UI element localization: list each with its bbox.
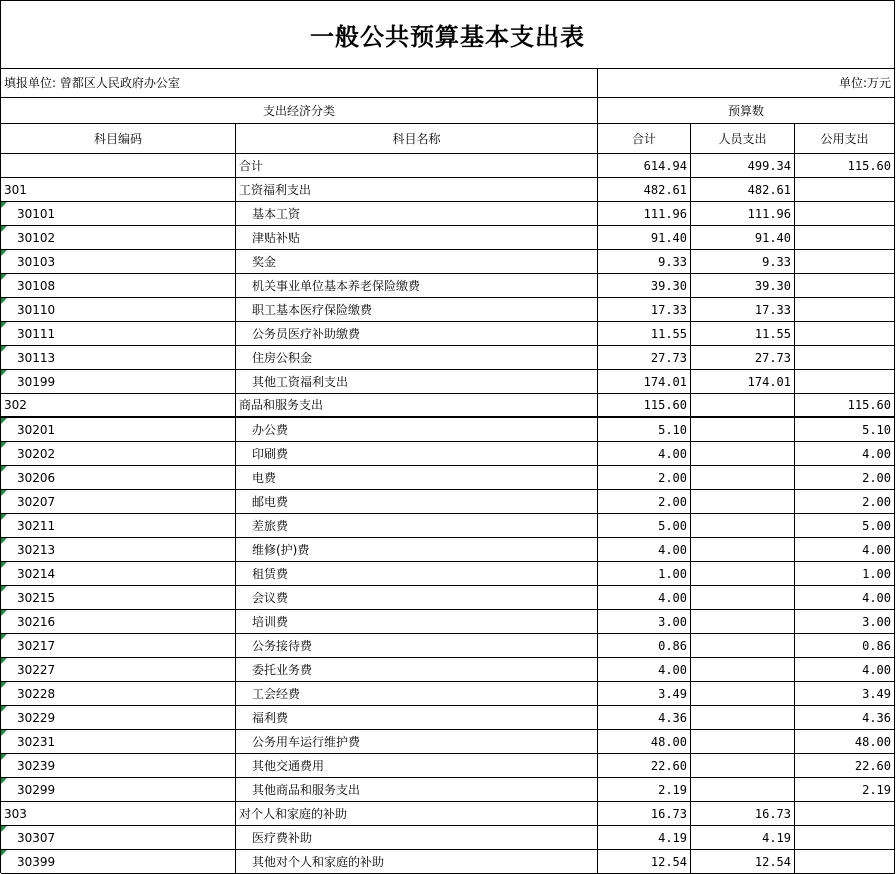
cell-name: 其他对个人和家庭的补助 (236, 850, 598, 874)
cell-personnel (691, 586, 795, 610)
cell-public: 4.36 (795, 706, 895, 730)
cell-total: 48.00 (598, 730, 691, 754)
cell-total: 4.00 (598, 442, 691, 466)
cell-total: 39.30 (598, 274, 691, 298)
table-row (1, 538, 895, 562)
cell-personnel (691, 562, 795, 586)
table-row (1, 418, 895, 442)
cell-public: 0.86 (795, 634, 895, 658)
cell-total: 1.00 (598, 562, 691, 586)
cell-name: 其他商品和服务支出 (236, 778, 598, 802)
cell-personnel: 16.73 (691, 802, 795, 826)
group-header-row (1, 98, 895, 124)
cell-total: 5.10 (598, 418, 691, 442)
table-row (1, 250, 895, 274)
cell-public: 1.00 (795, 562, 895, 586)
cell-name: 租赁费 (236, 562, 598, 586)
cell-personnel: 499.34 (691, 154, 795, 178)
cell-name: 其他工资福利支出 (236, 370, 598, 394)
cell-code: 301 (1, 178, 236, 202)
cell-personnel (691, 538, 795, 562)
cell-personnel (691, 610, 795, 634)
table-row (1, 586, 895, 610)
cell-personnel: 174.01 (691, 370, 795, 394)
cell-public: 2.00 (795, 466, 895, 490)
cell-name: 合计 (236, 154, 598, 178)
table-row (1, 298, 895, 322)
cell-personnel (691, 658, 795, 682)
cell-code: 30239 (1, 754, 236, 778)
column-header-total: 合计 (598, 124, 691, 154)
table-row (1, 562, 895, 586)
filing-unit-label: 填报单位: 曾都区人民政府办公室 (1, 69, 598, 98)
cell-total: 2.00 (598, 466, 691, 490)
cell-personnel: 27.73 (691, 346, 795, 370)
cell-total: 111.96 (598, 202, 691, 226)
cell-name: 医疗费补助 (236, 826, 598, 850)
table-row (1, 202, 895, 226)
cell-total: 482.61 (598, 178, 691, 202)
cell-personnel (691, 466, 795, 490)
cell-total: 2.19 (598, 778, 691, 802)
table-row (1, 778, 895, 802)
cell-name: 维修(护)费 (236, 538, 598, 562)
cell-code: 30399 (1, 850, 236, 874)
cell-code: 303 (1, 802, 236, 826)
cell-total: 2.00 (598, 490, 691, 514)
cell-personnel (691, 706, 795, 730)
cell-public (795, 802, 895, 826)
cell-code: 30228 (1, 682, 236, 706)
cell-name: 工会经费 (236, 682, 598, 706)
table-row (1, 730, 895, 754)
cell-public (795, 346, 895, 370)
cell-code: 30214 (1, 562, 236, 586)
cell-personnel: 482.61 (691, 178, 795, 202)
cell-name: 公务接待费 (236, 634, 598, 658)
cell-personnel (691, 730, 795, 754)
cell-code: 30113 (1, 346, 236, 370)
cell-code: 30229 (1, 706, 236, 730)
table-row (1, 802, 895, 826)
cell-public (795, 226, 895, 250)
table-row (1, 466, 895, 490)
cell-code: 30299 (1, 778, 236, 802)
column-header-row (1, 124, 895, 154)
cell-public: 22.60 (795, 754, 895, 778)
cell-public: 115.60 (795, 394, 895, 418)
cell-code: 30215 (1, 586, 236, 610)
cell-public (795, 298, 895, 322)
column-header-name: 科目名称 (236, 124, 598, 154)
cell-name: 职工基本医疗保险缴费 (236, 298, 598, 322)
cell-code: 30211 (1, 514, 236, 538)
cell-total: 4.36 (598, 706, 691, 730)
cell-code: 30227 (1, 658, 236, 682)
cell-name: 公务员医疗补助缴费 (236, 322, 598, 346)
cell-code: 30207 (1, 490, 236, 514)
cell-public (795, 850, 895, 874)
cell-public (795, 370, 895, 394)
cell-name: 公务用车运行维护费 (236, 730, 598, 754)
cell-name: 津贴补贴 (236, 226, 598, 250)
table-row (1, 754, 895, 778)
cell-code: 30201 (1, 418, 236, 442)
cell-name: 工资福利支出 (236, 178, 598, 202)
cell-name: 奖金 (236, 250, 598, 274)
cell-total: 12.54 (598, 850, 691, 874)
group-header-classification: 支出经济分类 (1, 98, 598, 124)
cell-personnel (691, 394, 795, 418)
cell-code: 30102 (1, 226, 236, 250)
cell-code: 30199 (1, 370, 236, 394)
cell-total: 614.94 (598, 154, 691, 178)
cell-code: 30101 (1, 202, 236, 226)
cell-personnel: 4.19 (691, 826, 795, 850)
cell-name: 福利费 (236, 706, 598, 730)
table-row (1, 658, 895, 682)
cell-code: 30216 (1, 610, 236, 634)
group-header-budget: 预算数 (598, 98, 895, 124)
cell-code: 30108 (1, 274, 236, 298)
table-row (1, 370, 895, 394)
unit-row (1, 69, 895, 98)
cell-public (795, 202, 895, 226)
cell-personnel (691, 514, 795, 538)
cell-total: 16.73 (598, 802, 691, 826)
cell-personnel: 91.40 (691, 226, 795, 250)
cell-code: 30217 (1, 634, 236, 658)
cell-public: 4.00 (795, 442, 895, 466)
cell-public: 2.19 (795, 778, 895, 802)
cell-total: 4.19 (598, 826, 691, 850)
cell-name: 对个人和家庭的补助 (236, 802, 598, 826)
cell-name: 住房公积金 (236, 346, 598, 370)
cell-public: 5.10 (795, 418, 895, 442)
cell-public: 48.00 (795, 730, 895, 754)
sheet-title: 一般公共预算基本支出表 (1, 1, 895, 69)
table-row (1, 850, 895, 874)
cell-public: 2.00 (795, 490, 895, 514)
cell-name: 基本工资 (236, 202, 598, 226)
cell-personnel: 39.30 (691, 274, 795, 298)
cell-name: 差旅费 (236, 514, 598, 538)
cell-personnel: 12.54 (691, 850, 795, 874)
cell-public (795, 826, 895, 850)
cell-name: 其他交通费用 (236, 754, 598, 778)
cell-total: 0.86 (598, 634, 691, 658)
cell-code: 30307 (1, 826, 236, 850)
cell-public: 4.00 (795, 538, 895, 562)
cell-name: 电费 (236, 466, 598, 490)
cell-total: 9.33 (598, 250, 691, 274)
cell-public: 3.00 (795, 610, 895, 634)
cell-personnel: 17.33 (691, 298, 795, 322)
cell-public: 4.00 (795, 586, 895, 610)
cell-code: 30202 (1, 442, 236, 466)
cell-personnel: 9.33 (691, 250, 795, 274)
table-row (1, 274, 895, 298)
cell-name: 邮电费 (236, 490, 598, 514)
cell-personnel (691, 634, 795, 658)
cell-public (795, 322, 895, 346)
cell-code: 30231 (1, 730, 236, 754)
cell-total: 3.49 (598, 682, 691, 706)
table-row (1, 226, 895, 250)
cell-total: 17.33 (598, 298, 691, 322)
cell-total: 4.00 (598, 586, 691, 610)
cell-name: 印刷费 (236, 442, 598, 466)
cell-name: 委托业务费 (236, 658, 598, 682)
cell-name: 商品和服务支出 (236, 394, 598, 418)
cell-code: 30103 (1, 250, 236, 274)
column-header-public: 公用支出 (795, 124, 895, 154)
cell-public: 3.49 (795, 682, 895, 706)
cell-total: 91.40 (598, 226, 691, 250)
table-row (1, 706, 895, 730)
cell-total: 11.55 (598, 322, 691, 346)
cell-total: 3.00 (598, 610, 691, 634)
cell-code: 30206 (1, 466, 236, 490)
cell-total: 4.00 (598, 658, 691, 682)
cell-personnel (691, 442, 795, 466)
cell-name: 办公费 (236, 418, 598, 442)
table-row (1, 610, 895, 634)
table-row (1, 514, 895, 538)
column-header-personnel: 人员支出 (691, 124, 795, 154)
cell-personnel (691, 418, 795, 442)
cell-personnel (691, 778, 795, 802)
table-row (1, 394, 895, 418)
cell-total: 22.60 (598, 754, 691, 778)
cell-personnel: 11.55 (691, 322, 795, 346)
cell-public: 115.60 (795, 154, 895, 178)
cell-total: 174.01 (598, 370, 691, 394)
cell-total: 4.00 (598, 538, 691, 562)
cell-public (795, 178, 895, 202)
cell-public (795, 250, 895, 274)
cell-name: 培训费 (236, 610, 598, 634)
cell-code: 302 (1, 394, 236, 418)
cell-total: 5.00 (598, 514, 691, 538)
cell-personnel (691, 682, 795, 706)
cell-public (795, 274, 895, 298)
cell-personnel: 111.96 (691, 202, 795, 226)
table-row (1, 346, 895, 370)
cell-code: 30110 (1, 298, 236, 322)
table-row (1, 154, 895, 178)
table-row (1, 634, 895, 658)
table-row (1, 178, 895, 202)
unit-measure-label: 单位:万元 (598, 69, 895, 98)
cell-code: 30213 (1, 538, 236, 562)
cell-public: 5.00 (795, 514, 895, 538)
cell-total: 27.73 (598, 346, 691, 370)
table-row (1, 442, 895, 466)
table-row (1, 682, 895, 706)
cell-total: 115.60 (598, 394, 691, 418)
cell-public: 4.00 (795, 658, 895, 682)
cell-personnel (691, 490, 795, 514)
cell-name: 会议费 (236, 586, 598, 610)
table-row (1, 490, 895, 514)
table-row (1, 322, 895, 346)
cell-code: 30111 (1, 322, 236, 346)
column-header-code: 科目编码 (1, 124, 236, 154)
cell-code (1, 154, 236, 178)
cell-personnel (691, 754, 795, 778)
table-row (1, 826, 895, 850)
cell-name: 机关事业单位基本养老保险缴费 (236, 274, 598, 298)
